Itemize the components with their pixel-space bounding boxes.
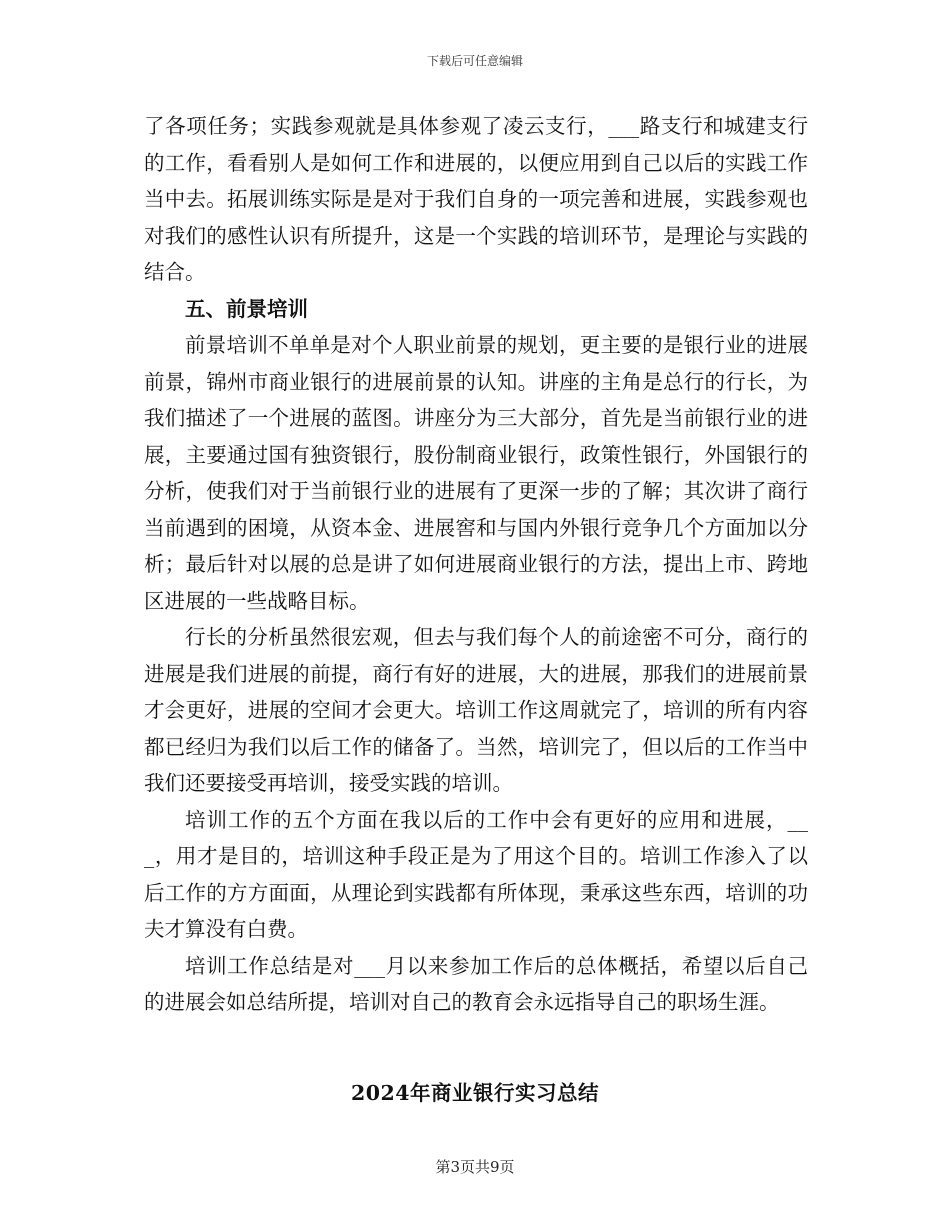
paragraph-prospect-training: 前景培训不单单是对个人职业前景的规划，更主要的是银行业的进展前景，锦州市商业银行的进展前景的认知。讲座的主角是总行的行长，为我们描述了一个进展的蓝图。讲座分为三大部分，首先是当前银行业的进展，主要通过国有独资银行，股份制商业银行，政策性银行，外国银行的分析，使我们对于当前银行业的进展有了更深一步的了解；其次讲了商行当前遇到的困境，从资本金、进展窖和与国内外银行竞争几个方面加以分析；最后针对以展的总是讲了如何进展商业银行的方法，提出上市、跨地区进展的一些战略目标。 <box>144 333 808 613</box>
document-body <box>144 108 808 1021</box>
paragraph-summary: 培训工作总结是对___月以来参加工作后的总体概括，希望以后自己的进展会如总结所提，培训对自己的教育会永远指导自己的职场生涯。 <box>144 953 808 1014</box>
paragraph-five-aspects: 培训工作的五个方面在我以后的工作中会有更好的应用和进展，___，用才是目的，培训这种手段正是为了用这个目的。培训工作渗入了以后工作的方方面面，从理论到实践都有所体现，秉承这些东西，培训的功夫才算没有白费。 <box>144 807 808 941</box>
section-heading: 五、前景培训 <box>185 296 308 321</box>
paragraph-president-analysis: 行长的分析虽然很宏观，但去与我们每个人的前途密不可分，商行的进展是我们进展的前提，商行有好的进展，大的进展，那我们的进展前景才会更好，进展的空间才会更大。培训工作这周就完了，培训的所有内容都已经归为我们以后工作的储备了。当然，培训完了，但以后的工作当中我们还要接受再培训，接受实践的培训。 <box>144 625 808 795</box>
page-header: 下载后可任意编辑 <box>426 54 523 68</box>
paragraph-practice-visit: 了各项任务；实践参观就是具体参观了凌云支行，___路支行和城建支行的工作，看看别人是如何工作和进展的，以便应用到自己以后的实践工作当中去。拓展训练实际是是对于我们自身的一项完善和进展，实践参观也对我们的感性认识有所提升，这是一个实践的培训环节，是理论与实践的结合。 <box>144 114 808 284</box>
page-number: 第3页共9页 <box>435 1158 515 1176</box>
document-title: 2024年商业银行实习总结 <box>350 1081 600 1105</box>
